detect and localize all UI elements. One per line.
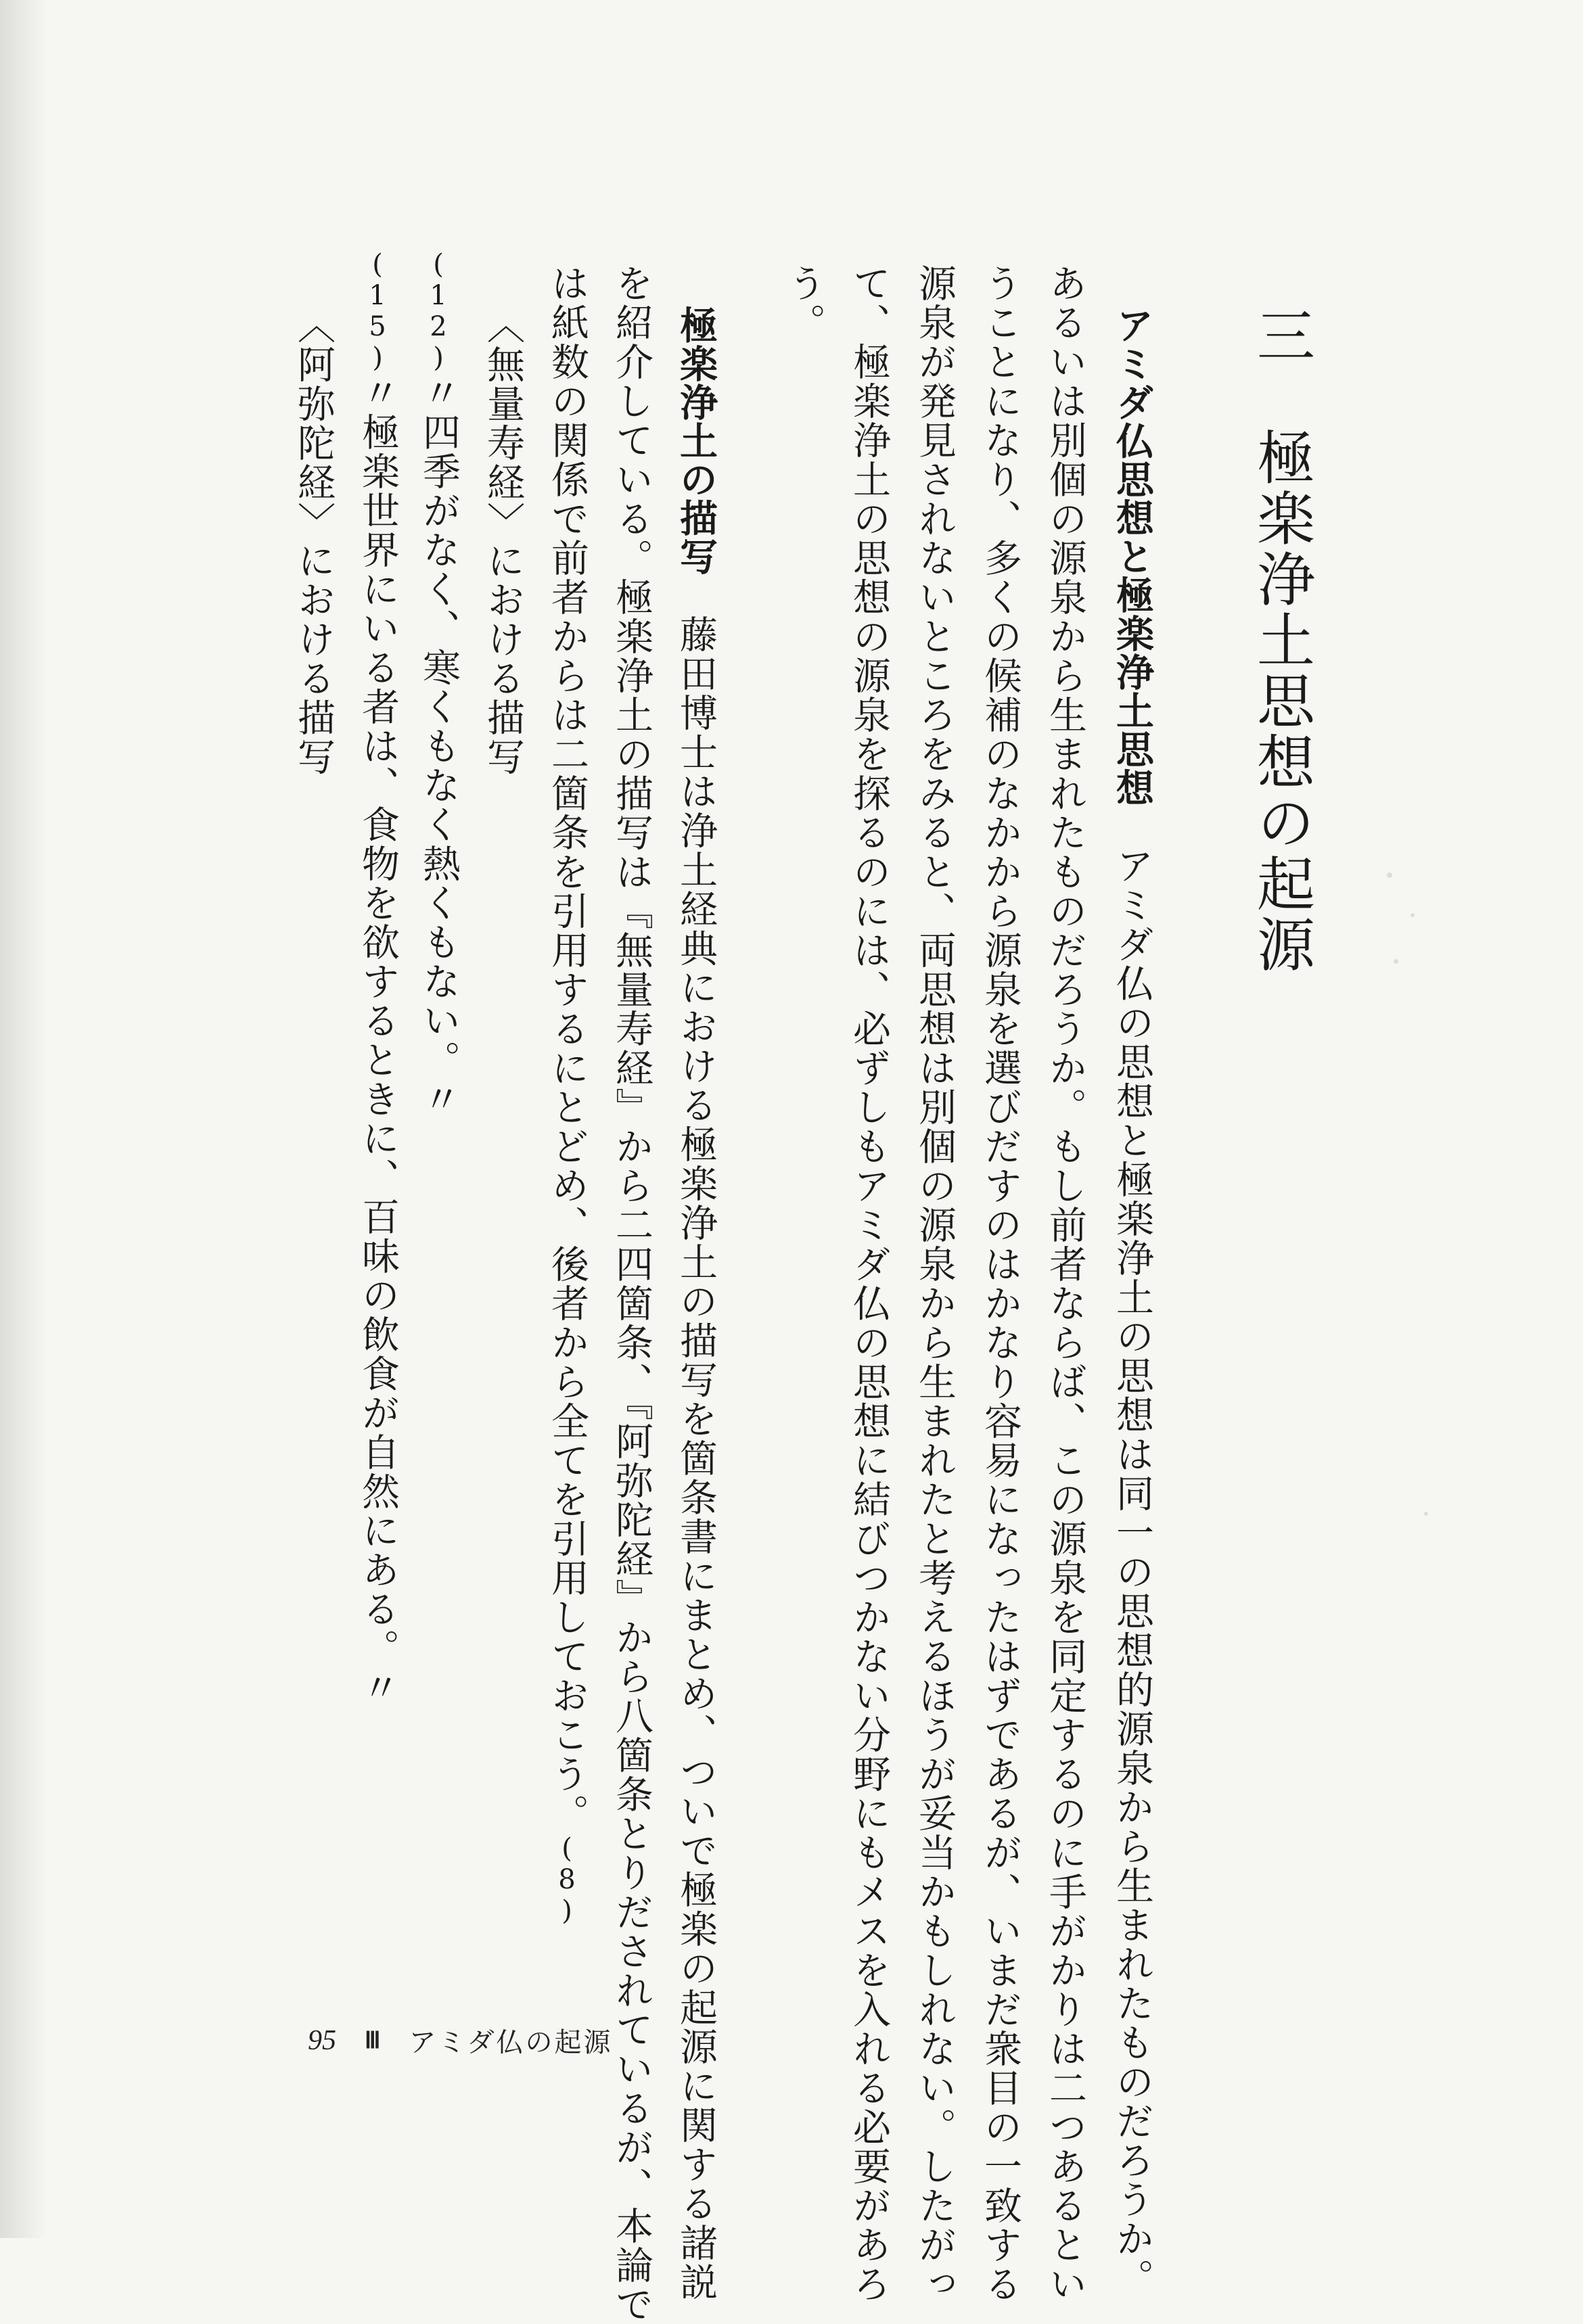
sub2-label: 〈阿弥陀経〉における描写 (292, 306, 336, 776)
item-number: (15) (362, 249, 393, 373)
sub2-item (356, 249, 400, 1707)
section1-first-line-text: アミダ仏の思想と極楽浄土の思想は同一の思想的源泉から生まれたものだろうか。 (1110, 807, 1154, 2298)
section-title: 三 極楽浄土思想の起源 (1247, 306, 1314, 975)
section1-line: うことになり、多くの候補のなかから源泉を選びだすのはかなり容易になったはずであるが、いまだ衆目の一致する (978, 264, 1022, 2304)
section2-first-line (674, 306, 718, 2302)
sub1-quote: 〃四季がなく、寒くもなく熱くもない。〃 (417, 373, 461, 1119)
page-footer (308, 2021, 612, 2060)
section1-line: あるいは別個の源泉から生まれたものだろうか。もし前者ならば、この源泉を同定するのに手がかりは二つあるとい (1043, 264, 1087, 2304)
running-head-title: アミダ仏の起源 (409, 2027, 613, 2058)
section1-line: う。 (782, 264, 826, 342)
section2-first-line-text: 藤田博士は浄土経典における極楽浄土の描写を箇条書にまとめ、ついで極楽の起源に関する諸説 (674, 576, 718, 2302)
section1-heading: アミダ仏思想と極楽浄土思想 (1110, 306, 1154, 807)
page-number: 95 (308, 2024, 336, 2056)
footnote-reference: (8) (551, 1833, 582, 1926)
paper-speck (1387, 873, 1392, 878)
sub1-item (417, 249, 461, 1119)
section2-line-text: は紙数の関係で前者からは二箇条を引用するにとどめ、後者から全てを引用しておこう。 (545, 264, 589, 1833)
section1-line: て、極楽浄土の思想の源泉を探るのには、必ずしもアミダ仏の思想に結びつかない分野にもメスを入れる必要があろ (847, 264, 891, 2304)
paper-speck (1410, 913, 1415, 917)
section2-heading: 極楽浄土の描写 (674, 306, 718, 576)
section1-first-line (1110, 306, 1154, 2298)
section2-line: を紹介している。極楽浄土の描写は『無量寿経』から二四箇条、『阿弥陀経』から八箇条とりだされているが、本論で (610, 264, 653, 2324)
sub2-quote: 〃極楽世界にいる者は、食物を欲するときに、百味の飲食が自然にある。〃 (356, 373, 400, 1707)
page-edge-shadow (0, 0, 47, 2238)
paper-speck (1424, 1512, 1428, 1516)
item-number: (12) (423, 249, 454, 373)
paper-speck (1394, 959, 1398, 964)
section2-line (545, 264, 589, 1926)
sub1-label: 〈無量寿経〉における描写 (481, 306, 525, 776)
section1-line: 源泉が発見されないところをみると、両思想は別個の源泉から生まれたと考えるほうが妥当かもしれない。したがっ (913, 264, 957, 2304)
chapter-number: Ⅲ (365, 2028, 381, 2053)
